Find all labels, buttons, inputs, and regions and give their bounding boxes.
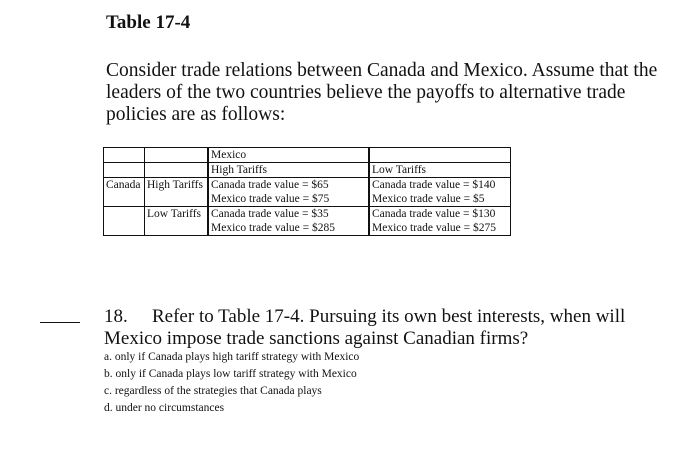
mexico-payoff: Mexico trade value = $275	[372, 222, 497, 234]
table-cell	[104, 163, 145, 178]
table-row	[104, 148, 511, 163]
table-cell	[104, 207, 145, 236]
canada-payoff: Canada trade value = $130	[372, 208, 496, 220]
answer-blank[interactable]	[40, 322, 80, 323]
payoff-table	[103, 147, 511, 236]
answer-option-c[interactable]: c. regardless of the strategies that Canada plays	[104, 385, 322, 397]
payoff-cell-low-high	[208, 207, 369, 236]
payoff-cell-low-low	[369, 207, 511, 236]
col-low-tariffs-header: Low Tariffs	[369, 163, 511, 178]
canada-payoff: Canada trade value = $35	[211, 208, 329, 220]
question-number: 18.	[104, 306, 128, 327]
table-heading: Table 17-4	[106, 12, 191, 33]
answer-option-d[interactable]: d. under no circumstances	[104, 402, 225, 414]
answer-option-a[interactable]: a. only if Canada plays high tariff strategy with Mexico	[104, 351, 360, 363]
table-cell	[145, 163, 209, 178]
question-text: Refer to Table 17-4. Pursuing its own best interests, when will Mexico impose trade sanctions against Canadian firms?	[104, 306, 626, 349]
answer-option-b[interactable]: b. only if Canada plays low tariff strategy with Mexico	[104, 368, 357, 380]
table-cell	[104, 148, 145, 163]
mexico-payoff: Mexico trade value = $285	[211, 222, 336, 234]
table-row	[104, 207, 511, 236]
table-row	[104, 178, 511, 207]
row-low-tariffs-header: Low Tariffs	[145, 207, 209, 236]
payoff-cell-high-low	[369, 178, 511, 207]
row-high-tariffs-header: High Tariffs	[145, 178, 209, 207]
payoff-cell-high-high	[208, 178, 369, 207]
col-player-label: Mexico	[208, 148, 369, 163]
col-high-tariffs-header: High Tariffs	[208, 163, 369, 178]
mexico-payoff: Mexico trade value = $75	[211, 193, 330, 205]
mexico-payoff: Mexico trade value = $5	[372, 193, 485, 205]
canada-payoff: Canada trade value = $140	[372, 179, 496, 191]
row-player-label: Canada	[104, 178, 145, 207]
table-cell	[145, 148, 209, 163]
table-cell	[369, 148, 511, 163]
canada-payoff: Canada trade value = $65	[211, 179, 329, 191]
answer-options	[104, 349, 359, 417]
table-row	[104, 163, 511, 178]
intro-paragraph: Consider trade relations between Canada and Mexico. Assume that the leaders of the two countries believe the payoffs to alternative trade policies are as follows:	[106, 60, 658, 125]
